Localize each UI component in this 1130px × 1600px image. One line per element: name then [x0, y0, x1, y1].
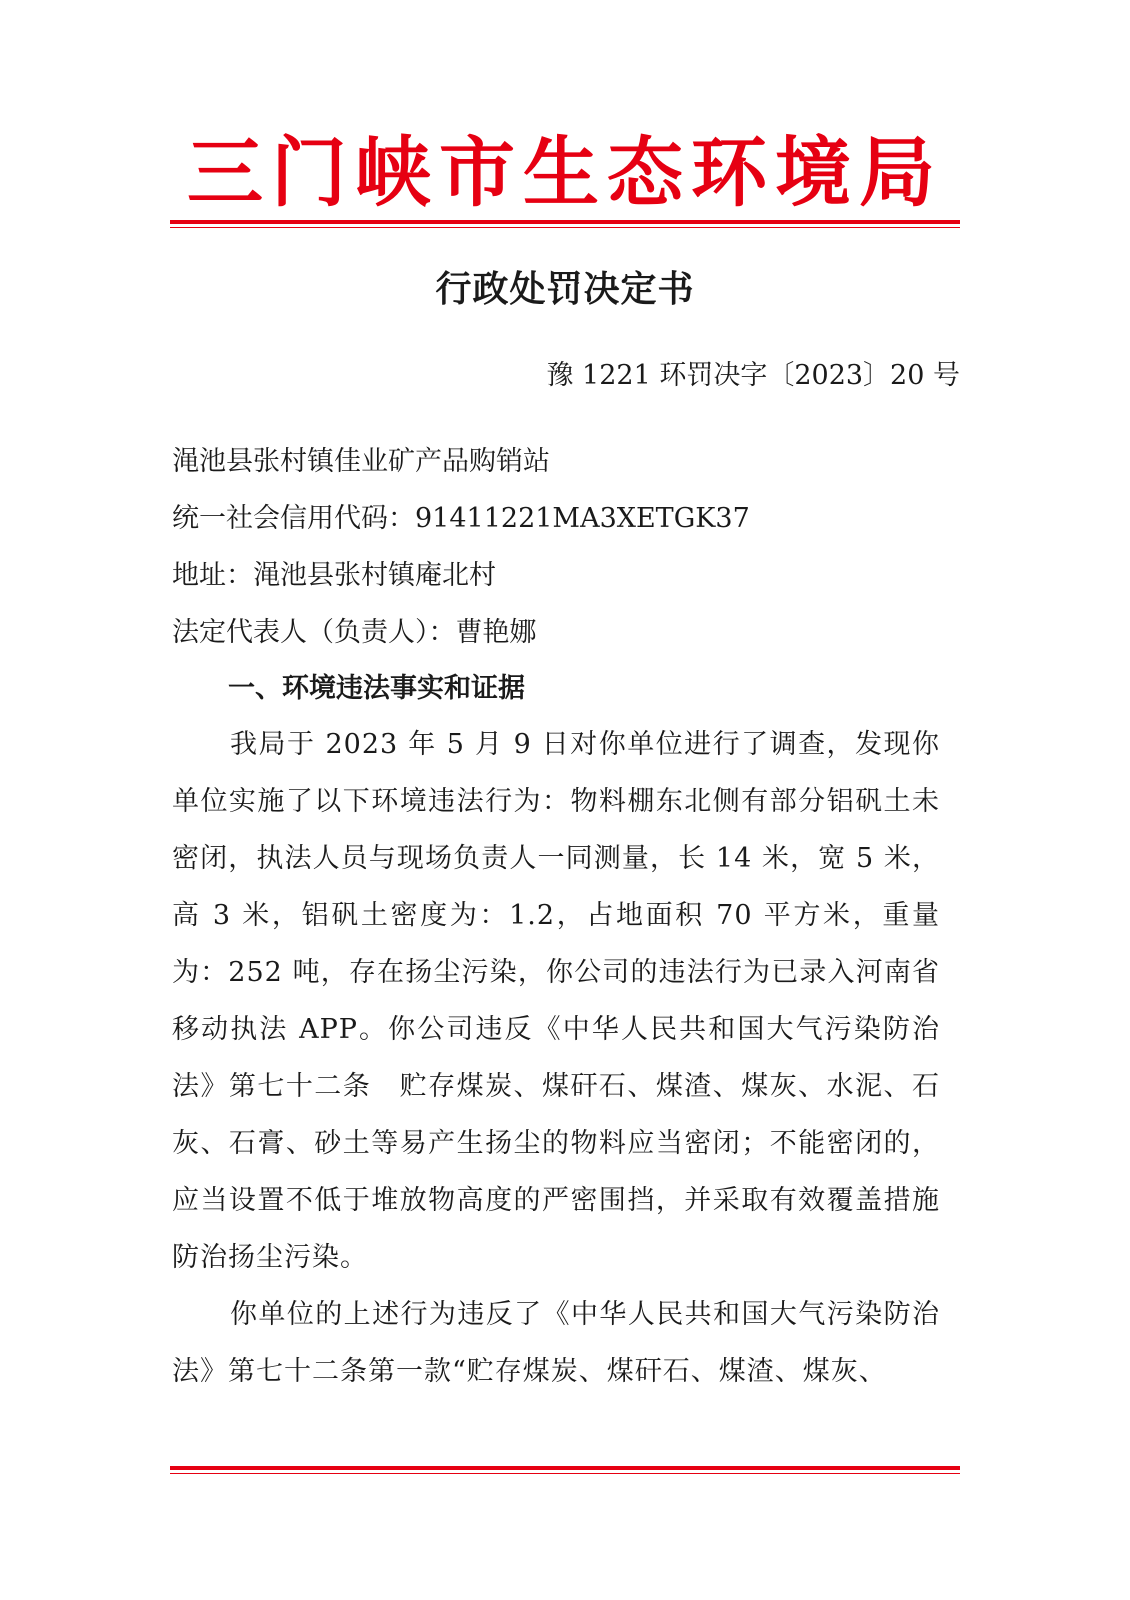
document-title: 行政处罚决定书: [435, 269, 695, 310]
section-heading-violation-facts: 一、环境违法事实和证据: [228, 673, 525, 704]
party-legal-representative: 法定代表人（负责人）：曹艳娜: [172, 617, 537, 648]
document-number: 豫 1221 环罚决字〔2023〕20 号: [546, 360, 960, 391]
footer-divider-thick: [170, 1466, 960, 1470]
paragraph-legal-basis: 你单位的上述行为违反了《中华人民共和国大气污染防治法》第七十二条第一款“贮存煤炭、煤矸石、煤渣、煤灰、: [172, 1299, 940, 1387]
party-address: 地址：渑池县张村镇庵北村: [172, 560, 496, 591]
party-credit-code: 统一社会信用代码：91411221MA3XETGK37: [172, 503, 750, 534]
letterhead-divider-thin: [170, 227, 960, 228]
letterhead-org-name: 三门峡市生态环境局: [187, 128, 943, 217]
letterhead-divider-thick: [170, 220, 960, 224]
party-name: 渑池县张村镇佳业矿产品购销站: [172, 446, 550, 477]
footer-divider-thin: [170, 1473, 960, 1474]
paragraph-violation-facts: 我局于 2023 年 5 月 9 日对你单位进行了调查，发现你单位实施了以下环境违法行为：物料棚东北侧有部分铝矾土未密闭，执法人员与现场负责人一同测量，长 14 米，宽 5 米，高 3 米，铝矾土密度为：1.2，占地面积 70 平方米，重量为：252 吨，存在扬尘污染，你公司的违法行为已录入河南省移动执法 APP。你公司违反《中华人民共和国大气污染防治法》第七十二条 贮存煤炭、煤矸石、煤渣、煤灰、水泥、石灰、石膏、砂土等易产生扬尘的物料应当密闭；不能密闭的，应当设置不低于堆放物高度的严密围挡，并采取有效覆盖措施防治扬尘污染。: [172, 729, 940, 1273]
